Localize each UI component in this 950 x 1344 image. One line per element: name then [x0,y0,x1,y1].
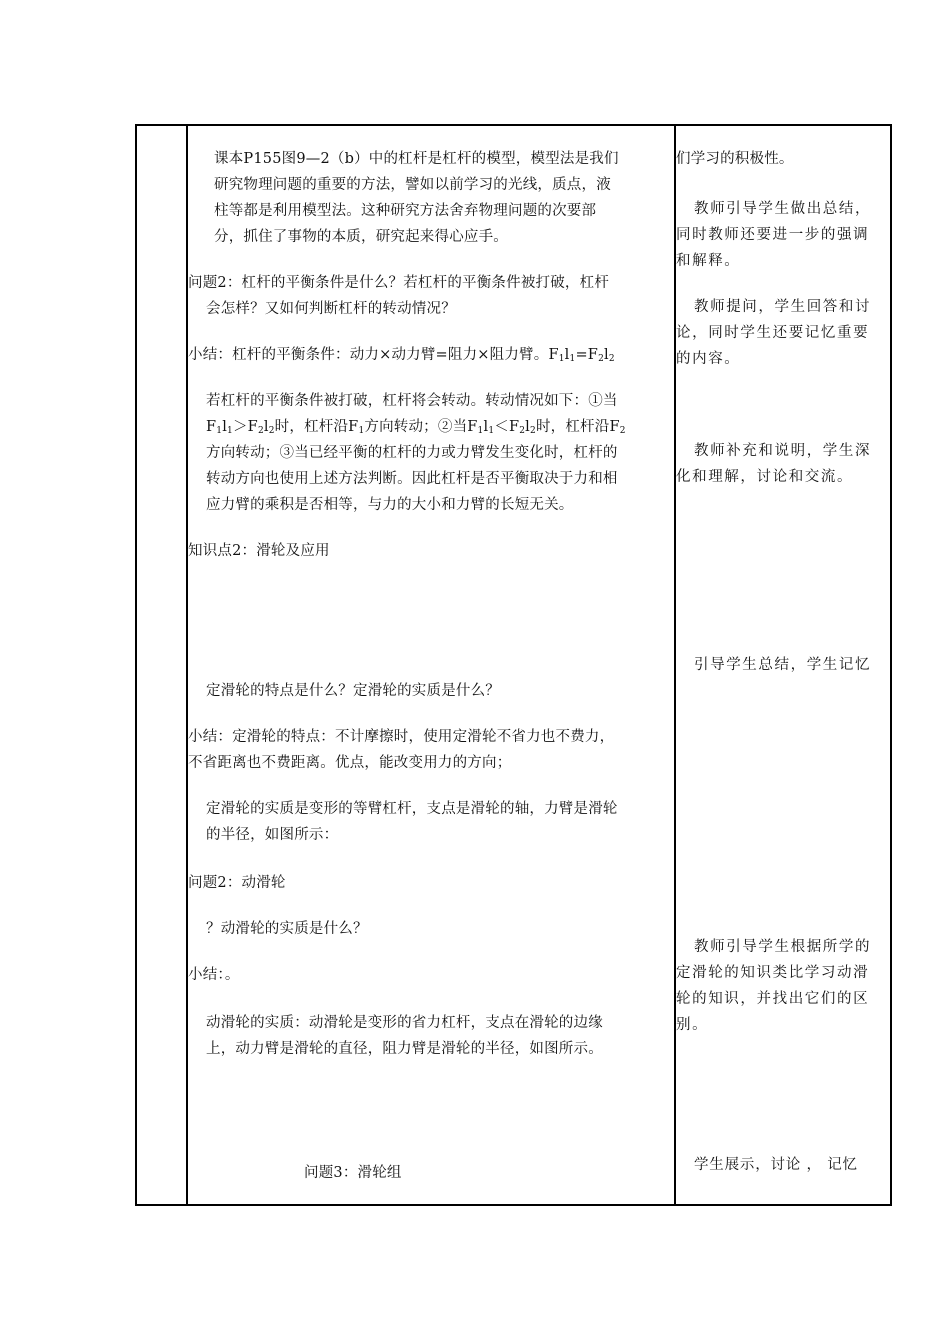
paragraph-rotation-line-2: $F_1l_1>F_2l_2$时，杠杆沿$F_1$方向转动；②当$F_1l_1<F_2l_2$时，杠杆沿$F_2$ [206,419,626,436]
right-note-6-line-4: 别。 [676,1017,709,1033]
right-note-5: 引导学生总结，学生记忆 [694,657,872,673]
question-2-line-1: 问题2：杠杆的平衡条件是什么？若杠杆的平衡条件被打破，杠杆 [188,275,610,291]
question-movable-pulley-essence: ？动滑轮的实质是什么？ [206,921,368,937]
paragraph-model-line-2: 研究物理问题的重要的方法，譬如以前学习的光线，质点，液 [214,177,611,193]
right-note-4-line-2: 化和理解，讨论和交流。 [676,469,854,485]
right-note-1: 们学习的积极性。 [676,151,794,167]
right-note-2-line-1: 教师引导学生做出总结， [694,201,872,217]
movable-pulley-essence-line-2: 上，动力臂是滑轮的直径，阻力臂是滑轮的半径，如图所示。 [206,1041,603,1057]
question-3-pulley-block: 问题3：滑轮组 [304,1165,402,1181]
right-note-6-line-1: 教师引导学生根据所学的 [694,939,872,955]
right-note-3-line-3: 的内容。 [676,351,741,367]
summary-movable-pulley: 小结：。 [188,967,240,983]
knowledge-point-2-heading: 知识点2：滑轮及应用 [188,543,330,559]
question-2-movable-pulley: 问题2：动滑轮 [188,875,286,891]
right-note-6-line-3: 轮的知识，并找出它们的区 [676,991,870,1007]
summary-fixed-pulley-line-2: 不省距离也不费距离。优点，能改变用力的方向； [188,755,512,771]
question-2-line-2: 会怎样？又如何判断杠杆的转动情况？ [206,301,456,317]
paragraph-rotation-line-3: 方向转动；③当已经平衡的杠杆的力或力臂发生变化时，杠杆的 [206,445,618,461]
right-note-6-line-2: 定滑轮的知识类比学习动滑 [676,965,870,981]
paragraph-rotation-line-5: 应力臂的乘积是否相等，与力的大小和力臂的长短无关。 [206,497,574,513]
right-note-3-line-1: 教师提问，学生回答和讨 [694,299,872,315]
paragraph-model-line-4: 分，抓住了事物的本质，研究起来得心应手。 [214,229,508,245]
fixed-pulley-essence-line-1: 定滑轮的实质是变形的等臂杠杆，支点是滑轮的轴，力臂是滑轮 [206,801,618,817]
paragraph-model-line-1: 课本P155图9—2（b）中的杠杆是杠杆的模型，模型法是我们 [214,151,619,167]
right-note-2-line-2: 同时教师还要进一步的强调 [676,227,870,243]
movable-pulley-essence-line-1: 动滑轮的实质：动滑轮是变形的省力杠杆，支点在滑轮的边缘 [206,1015,603,1031]
paragraph-rotation-line-1: 若杠杆的平衡条件被打破，杠杆将会转动。转动情况如下：①当 [206,393,618,409]
right-note-3-line-2: 论，同时学生还要记忆重要 [676,325,870,341]
right-note-4-line-1: 教师补充和说明，学生深 [694,443,872,459]
summary-balance-condition: 小结：杠杆的平衡条件：动力×动力臂=阻力×阻力臂。$F_1l_1=F_2l_2$ [188,347,615,364]
paragraph-model-line-3: 柱等都是利用模型法。这种研究方法舍弃物理问题的次要部 [214,203,597,219]
question-fixed-pulley: 定滑轮的特点是什么？定滑轮的实质是什么？ [206,683,500,699]
column-divider-right [674,124,676,1206]
right-note-7: 学生展示，讨论 ， 记忆 [694,1157,858,1173]
summary-fixed-pulley-line-1: 小结：定滑轮的特点：不计摩擦时，使用定滑轮不省力也不费力， [188,729,615,745]
fixed-pulley-essence-line-2: 的半径，如图所示： [206,827,339,843]
paragraph-rotation-line-4: 转动方向也使用上述方法判断。因此杠杆是否平衡取决于力和相 [206,471,618,487]
right-note-2-line-3: 和解释。 [676,253,741,269]
